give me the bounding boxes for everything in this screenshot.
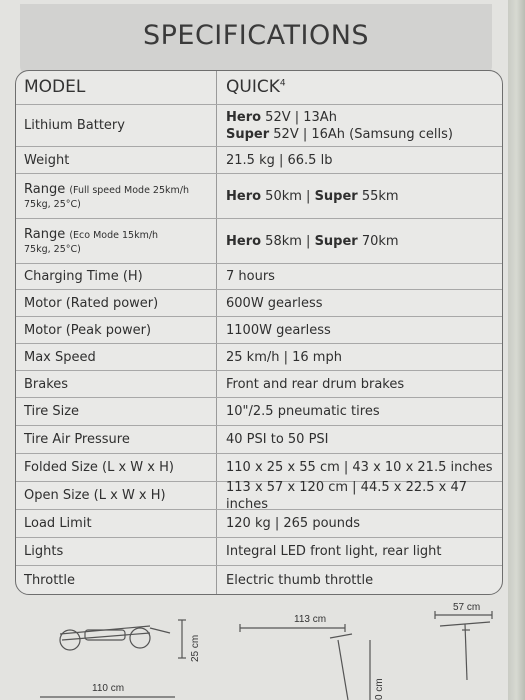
- row-value: 25 km/h | 16 mph: [226, 349, 342, 365]
- table-row: [16, 174, 502, 219]
- row-label: Range (Full speed Mode 25km/h 75kg, 25°C): [24, 182, 190, 210]
- table-row: [16, 479, 502, 512]
- table-row: [16, 566, 502, 594]
- row-label: Tire Size: [24, 404, 80, 419]
- table-row: [16, 147, 502, 174]
- page-title: SPECIFICATIONS: [142, 20, 370, 51]
- row-value: Hero 58km | Super 70km: [226, 233, 399, 249]
- row-label: Charging Time (H): [24, 269, 143, 284]
- table-row: [16, 105, 502, 147]
- row-value: Electric thumb throttle: [226, 572, 374, 588]
- row-label: Load Limit: [24, 516, 92, 531]
- row-label: Lithium Battery: [24, 118, 125, 133]
- row-label: Tire Air Pressure: [24, 432, 130, 447]
- row-value: Front and rear drum brakes: [226, 376, 405, 392]
- table-row: [16, 264, 502, 290]
- row-value: Hero 50km | Super 55km: [226, 188, 399, 204]
- row-label: Range (Eco Mode 15km/h 75kg, 25°C): [24, 227, 159, 255]
- row-value: 110 x 25 x 55 cm | 43 x 10 x 21.5 inches: [226, 460, 493, 475]
- specifications-table: [15, 70, 503, 595]
- front-view-drawing: [435, 611, 492, 680]
- row-label: Motor (Peak power): [24, 322, 152, 338]
- table-row: [16, 510, 502, 538]
- row-label: Max Speed: [24, 349, 96, 365]
- row-label: Brakes: [24, 376, 69, 392]
- row-value: 40 PSI to 50 PSI: [226, 432, 329, 447]
- folded-length-label: 110 cm: [92, 683, 125, 694]
- table-row: [16, 219, 502, 264]
- table-row: [16, 426, 502, 454]
- next-page-edge: [508, 0, 525, 700]
- table-row: [16, 344, 502, 371]
- row-label: Open Size (L x W x H): [24, 488, 166, 503]
- open-height-label: 0 cm: [374, 678, 385, 700]
- open-length-label: 113 cm: [294, 614, 327, 625]
- table-header-row: [16, 71, 502, 105]
- header-model-name: QUICK$^4$: [226, 77, 286, 97]
- row-label: Weight: [24, 152, 70, 168]
- row-value: 7 hours: [226, 269, 275, 284]
- title-bar: [20, 4, 492, 76]
- row-value: 600W gearless: [226, 295, 323, 311]
- header-model: MODEL: [24, 77, 86, 97]
- row-value: 1100W gearless: [226, 322, 331, 338]
- row-label: Throttle: [24, 572, 75, 588]
- table-row: [16, 398, 502, 426]
- row-value: 10"/2.5 pneumatic tires: [226, 404, 380, 419]
- folded-height-label: 25 cm: [190, 634, 201, 662]
- row-value: Hero 52V | 13Ah Super 52V | 16Ah (Samsung cells): [226, 109, 453, 142]
- table-row: [16, 371, 502, 398]
- open-scooter-drawing: [240, 624, 370, 700]
- scooter-drawings: [0, 600, 512, 700]
- open-width-label: 57 cm: [453, 602, 481, 613]
- row-value: Integral LED front light, rear light: [226, 544, 442, 559]
- row-value: 21.5 kg | 66.5 lb: [226, 152, 333, 168]
- row-value: 113 x 57 x 120 cm | 44.5 x 22.5 x 47 inches: [226, 479, 468, 512]
- row-label: Motor (Rated power): [24, 295, 159, 311]
- table-row: [16, 290, 502, 317]
- table-row: [16, 538, 502, 566]
- row-label: Folded Size (L x W x H): [24, 460, 174, 475]
- scooter-dimension-figures: [0, 600, 512, 700]
- table-row: [16, 317, 502, 344]
- row-label: Lights: [24, 544, 64, 559]
- row-value: 120 kg | 265 pounds: [226, 516, 361, 531]
